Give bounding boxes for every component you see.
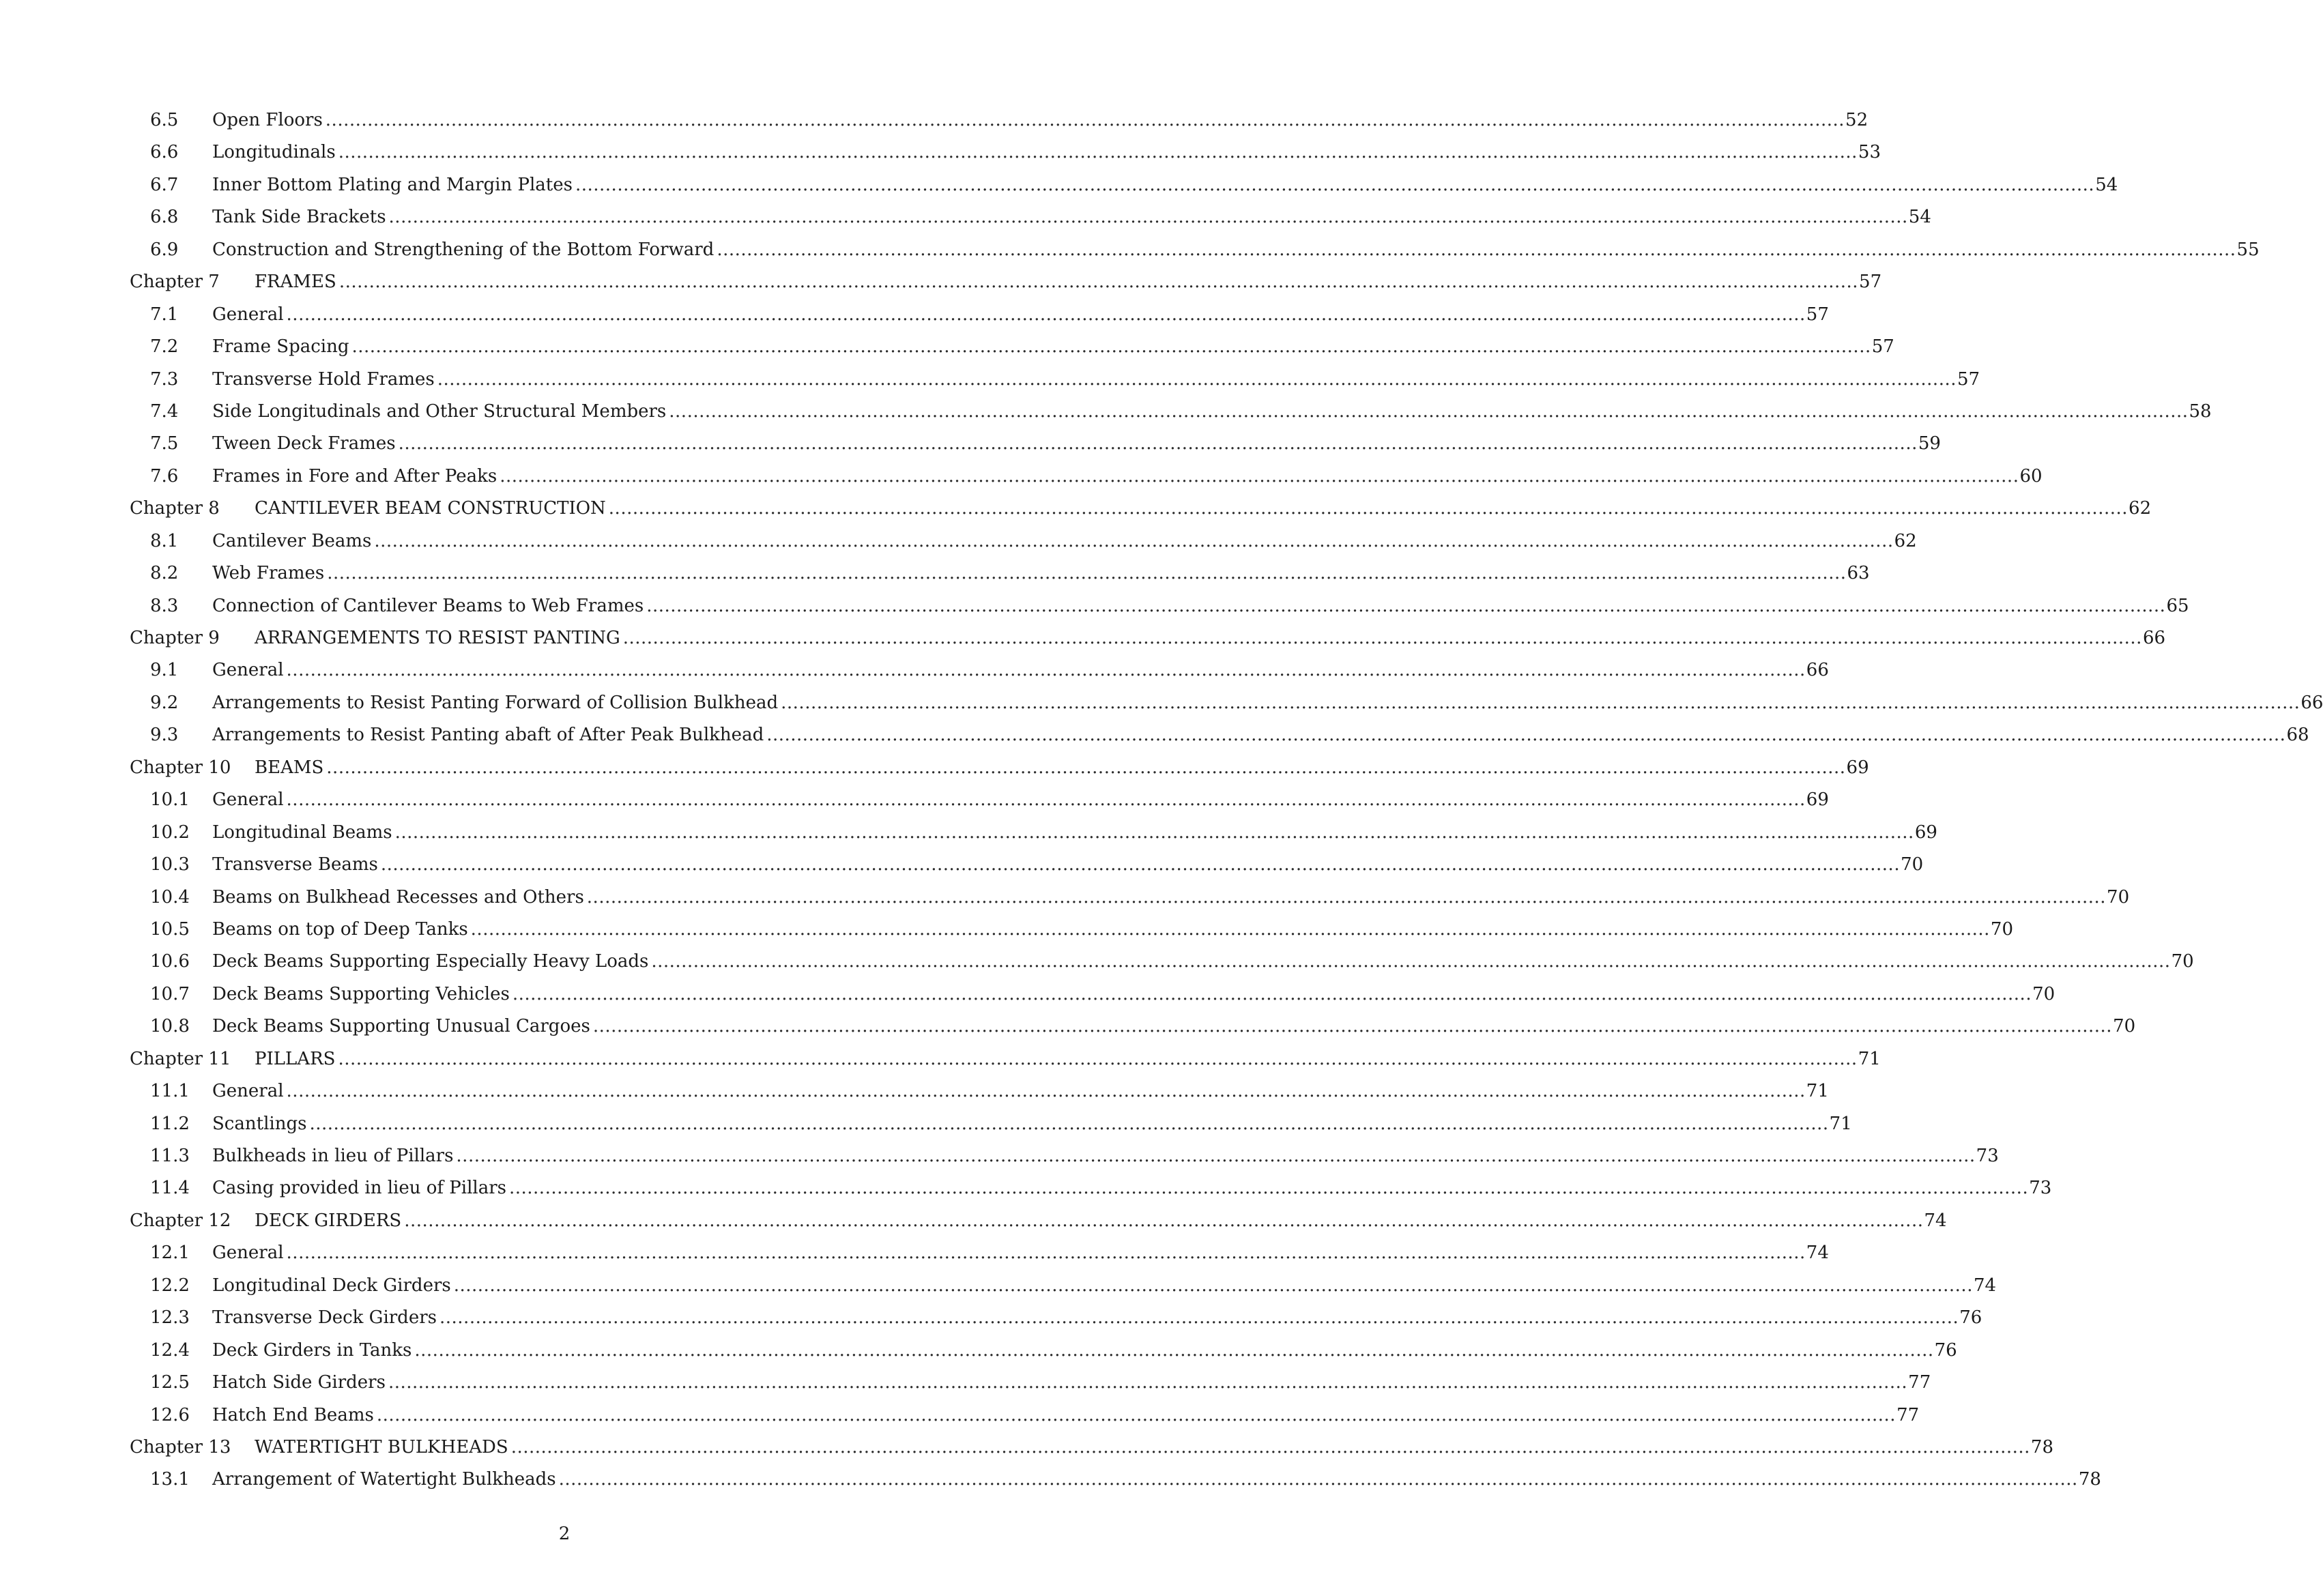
toc-dot-leader [327, 557, 1846, 590]
toc-section-entry[interactable] [0, 299, 1829, 331]
toc-dot-leader [500, 461, 2019, 493]
toc-entry-page: 74 [1924, 1210, 1947, 1231]
toc-entry-number: 11.1 [150, 1081, 190, 1102]
toc-section-entry[interactable] [0, 946, 2194, 978]
toc-entry-leader-line [212, 1075, 1829, 1107]
toc-entry-title: ARRANGEMENTS TO RESIST PANTING [255, 628, 620, 648]
toc-section-entry[interactable] [0, 201, 1931, 233]
toc-entry-number: 12.3 [150, 1307, 190, 1329]
toc-dot-leader [399, 428, 1918, 460]
toc-entry-number: 8.3 [150, 595, 179, 616]
toc-entry-page: 60 [2019, 465, 2043, 487]
toc-entry-leader-line [212, 428, 1941, 460]
toc-dot-leader [377, 1399, 1896, 1432]
toc-entry-leader-line [212, 1302, 1982, 1334]
toc-entry-number: 8.2 [150, 563, 179, 584]
toc-entry-title: Side Longitudinals and Other Structural Members [212, 401, 667, 422]
toc-dot-leader [287, 1237, 1806, 1269]
toc-entry-title: Arrangement of Watertight Bulkheads [212, 1469, 556, 1490]
toc-chapter-entry[interactable] [0, 266, 1882, 298]
toc-entry-page: 63 [1847, 563, 1870, 584]
toc-dot-leader [456, 1140, 1975, 1172]
toc-entry-title: FRAMES [255, 272, 336, 293]
toc-entry-leader-line [212, 1011, 2136, 1043]
toc-entry-leader-line [212, 364, 1980, 396]
toc-entry-title: Deck Beams Supporting Vehicles [212, 983, 510, 1004]
toc-dot-leader [338, 136, 1858, 169]
toc-section-entry[interactable] [0, 104, 1868, 136]
toc-entry-title: Frames in Fore and After Peaks [212, 465, 497, 487]
toc-entry-page: 66 [2300, 692, 2323, 713]
toc-entry-number: 6.5 [150, 110, 179, 130]
toc-entry-page: 74 [1806, 1243, 1829, 1264]
toc-entry-title: Deck Beams Supporting Especially Heavy Loads [212, 951, 649, 972]
toc-section-entry[interactable] [0, 1075, 1829, 1107]
toc-entry-title: Construction and Strengthening of the Bottom Forward [212, 239, 715, 260]
toc-entry-number: Chapter 7 [130, 272, 220, 293]
toc-entry-leader-line [212, 849, 1924, 881]
toc-chapter-entry[interactable] [0, 1432, 2054, 1464]
toc-entry-leader-line [212, 331, 1894, 363]
toc-entry-title: Inner Bottom Plating and Margin Plates [212, 174, 573, 195]
toc-section-entry[interactable] [0, 1302, 1982, 1334]
toc-entry-number: 7.2 [150, 336, 179, 358]
toc-entry-leader-line [255, 1432, 2054, 1464]
toc-section-entry[interactable] [0, 428, 1941, 460]
toc-entry-number: Chapter 9 [130, 628, 220, 648]
toc-entry-page: 71 [1829, 1113, 1852, 1134]
toc-section-entry[interactable] [0, 396, 2212, 428]
toc-entry-number: Chapter 10 [130, 757, 231, 778]
toc-entry-number: 6.8 [150, 207, 179, 228]
toc-entry-number: 11.4 [150, 1178, 190, 1199]
toc-entry-page: 52 [1845, 110, 1868, 130]
toc-entry-number: 10.4 [150, 886, 190, 908]
toc-entry-page: 58 [2189, 401, 2212, 422]
toc-entry-number: 11.2 [150, 1113, 190, 1134]
toc-entry-page: 74 [1973, 1275, 1997, 1296]
toc-entry-number: 12.6 [150, 1404, 190, 1425]
toc-entry-page: 55 [2236, 239, 2260, 260]
toc-section-entry[interactable] [0, 1464, 2101, 1496]
toc-dot-leader [414, 1335, 1933, 1367]
toc-entry-title: Connection of Cantilever Beams to Web Frames [212, 595, 644, 616]
toc-section-entry[interactable] [0, 461, 2043, 493]
toc-dot-leader [454, 1270, 1973, 1302]
toc-dot-leader [609, 493, 2128, 525]
toc-entry-title: General [212, 304, 284, 325]
toc-entry-page: 57 [1806, 304, 1829, 325]
toc-section-entry[interactable] [0, 1011, 2136, 1043]
toc-entry-title: Longitudinal Beams [212, 822, 392, 843]
toc-entry-number: Chapter 8 [130, 498, 220, 519]
toc-chapter-entry[interactable] [0, 493, 2152, 525]
toc-entry-number: 12.2 [150, 1275, 190, 1296]
toc-entry-page: 77 [1908, 1372, 1931, 1393]
toc-dot-leader [593, 1011, 2112, 1043]
toc-entry-number: 12.1 [150, 1243, 190, 1264]
toc-section-entry[interactable] [0, 719, 2309, 751]
toc-chapter-entry[interactable] [0, 752, 1869, 784]
toc-dot-leader [717, 234, 2236, 266]
toc-section-entry[interactable] [0, 364, 1980, 396]
toc-section-entry[interactable] [0, 557, 1870, 590]
toc-section-entry[interactable] [0, 687, 2323, 719]
toc-entry-page: 71 [1858, 1048, 1881, 1069]
toc-entry-title: Arrangements to Resist Panting Forward of Collision Bulkhead [212, 692, 779, 713]
toc-entry-title: General [212, 1243, 284, 1264]
toc-dot-leader [781, 687, 2300, 719]
toc-entry-page: 54 [2095, 174, 2118, 195]
toc-entry-leader-line [212, 104, 1868, 136]
toc-dot-leader [439, 1302, 1959, 1334]
toc-entry-number: 12.5 [150, 1372, 190, 1393]
toc-section-entry[interactable] [0, 849, 1924, 881]
toc-entry-title: Beams on Bulkhead Recesses and Others [212, 886, 584, 908]
toc-chapter-entry[interactable] [0, 1043, 1881, 1075]
toc-entry-number: Chapter 13 [130, 1436, 231, 1457]
toc-dot-leader [511, 1432, 2030, 1464]
toc-entry-title: Casing provided in lieu of Pillars [212, 1178, 506, 1199]
toc-dot-leader [326, 104, 1845, 136]
toc-entry-leader-line [212, 461, 2043, 493]
toc-entry-page: 57 [1957, 368, 1980, 390]
toc-chapter-entry[interactable] [0, 622, 2166, 654]
toc-entry-number: 9.2 [150, 692, 179, 713]
toc-section-entry[interactable] [0, 1335, 1957, 1367]
toc-entry-number: Chapter 12 [130, 1210, 231, 1231]
toc-entry-title: BEAMS [255, 757, 324, 778]
toc-section-entry[interactable] [0, 1367, 1931, 1399]
toc-entry-page: 53 [1858, 142, 1881, 163]
toc-entry-number: 10.5 [150, 918, 190, 940]
toc-entry-title: Longitudinal Deck Girders [212, 1275, 451, 1296]
toc-entry-page: 70 [2032, 983, 2055, 1004]
toc-entry-page: 69 [1914, 822, 1937, 843]
toc-section-entry[interactable] [0, 169, 2118, 201]
toc-entry-title: Hatch Side Girders [212, 1372, 386, 1393]
toc-dot-leader [559, 1464, 2078, 1496]
toc-section-entry[interactable] [0, 331, 1894, 363]
toc-dot-leader [509, 1172, 2028, 1204]
toc-entry-leader-line [212, 299, 1829, 331]
toc-entry-title: Hatch End Beams [212, 1404, 374, 1425]
toc-dot-leader [623, 622, 2142, 654]
toc-entry-number: 11.3 [150, 1146, 190, 1166]
toc-dot-leader [287, 299, 1806, 331]
toc-entry-leader-line [212, 946, 2194, 978]
toc-entry-title: Longitudinals [212, 142, 336, 163]
toc-entry-page: 70 [2107, 886, 2130, 908]
toc-dot-leader [309, 1108, 1828, 1140]
toc-entry-title: Bulkheads in lieu of Pillars [212, 1146, 454, 1166]
toc-entry-page: 66 [1806, 660, 1829, 681]
toc-dot-leader [389, 201, 1908, 233]
toc-dot-leader [338, 1043, 1857, 1075]
toc-entry-leader-line [212, 396, 2212, 428]
toc-entry-page: 73 [1976, 1146, 1999, 1166]
toc-entry-title: Deck Girders in Tanks [212, 1339, 412, 1361]
toc-entry-page: 76 [1959, 1307, 1982, 1329]
toc-entry-number: 6.6 [150, 142, 179, 163]
toc-dot-leader [287, 654, 1806, 686]
toc-entry-leader-line [212, 1399, 1920, 1432]
toc-entry-leader-line [212, 1237, 1829, 1269]
toc-entry-page: 69 [1806, 789, 1829, 811]
toc-entry-number: 6.9 [150, 239, 179, 260]
toc-entry-page: 65 [2166, 595, 2189, 616]
toc-entry-title: Tween Deck Frames [212, 433, 396, 454]
toc-entry-leader-line [212, 1367, 1931, 1399]
toc-entry-page: 62 [2129, 498, 2152, 519]
toc-section-entry[interactable] [0, 1399, 1920, 1432]
toc-entry-number: 10.8 [150, 1016, 190, 1037]
toc-entry-title: Cantilever Beams [212, 530, 372, 551]
toc-entry-title: CANTILEVER BEAM CONSTRUCTION [255, 498, 606, 519]
toc-entry-page: 73 [2029, 1178, 2052, 1199]
toc-section-entry[interactable] [0, 914, 2013, 946]
toc-dot-leader [388, 1367, 1907, 1399]
toc-entry-title: General [212, 789, 284, 811]
toc-dot-leader [437, 364, 1957, 396]
toc-entry-leader-line [212, 525, 1917, 557]
toc-entry-leader-line [212, 654, 1829, 686]
toc-entry-leader-line [255, 1043, 1881, 1075]
toc-entry-page: 69 [1846, 757, 1869, 778]
toc-dot-leader [513, 978, 2032, 1011]
toc-dot-leader [395, 817, 1914, 849]
toc-section-entry[interactable] [0, 1270, 1997, 1302]
toc-dot-leader [651, 946, 2170, 978]
toc-entry-number: 10.7 [150, 983, 190, 1004]
toc-dot-leader [766, 719, 2285, 751]
toc-entry-leader-line [212, 1335, 1957, 1367]
toc-entry-page: 66 [2142, 628, 2166, 648]
toc-entry-title: Deck Beams Supporting Unusual Cargoes [212, 1016, 590, 1037]
toc-entry-title: Beams on top of Deep Tanks [212, 918, 468, 940]
toc-entry-title: WATERTIGHT BULKHEADS [255, 1436, 508, 1457]
toc-section-entry[interactable] [0, 978, 2055, 1011]
toc-entry-title: DECK GIRDERS [255, 1210, 402, 1231]
toc-entry-title: Tank Side Brackets [212, 207, 386, 228]
toc-entry-number: 7.3 [150, 368, 179, 390]
toc-section-entry[interactable] [0, 1108, 1852, 1140]
toc-entry-leader-line [212, 234, 2260, 266]
toc-entry-page: 70 [2113, 1016, 2136, 1037]
toc-entry-title: Transverse Hold Frames [212, 368, 435, 390]
toc-entry-leader-line [212, 169, 2118, 201]
toc-dot-leader [646, 590, 2165, 622]
toc-entry-title: General [212, 660, 284, 681]
toc-entry-number: 7.4 [150, 401, 179, 422]
toc-entry-title: Transverse Deck Girders [212, 1307, 437, 1329]
toc-entry-leader-line [212, 882, 2130, 914]
toc-entry-page: 70 [1990, 918, 2013, 940]
toc-section-entry[interactable] [0, 784, 1829, 816]
toc-entry-leader-line [212, 557, 1870, 590]
toc-section-entry[interactable] [0, 590, 2189, 622]
toc-section-entry[interactable] [0, 136, 1881, 169]
toc-entry-leader-line [212, 1464, 2101, 1496]
toc-dot-leader [326, 752, 1845, 784]
toc-entry-number: 10.1 [150, 789, 190, 811]
toc-entry-title: Arrangements to Resist Panting abaft of After Peak Bulkhead [212, 725, 764, 746]
toc-section-entry[interactable] [0, 1140, 1999, 1172]
toc-entry-page: 57 [1871, 336, 1894, 358]
toc-entry-title: Frame Spacing [212, 336, 349, 358]
toc-entry-leader-line [212, 914, 2013, 946]
toc-dot-leader [587, 882, 2106, 914]
toc-entry-title: General [212, 1081, 284, 1102]
toc-entry-leader-line [255, 1205, 1947, 1237]
toc-section-entry[interactable] [0, 882, 2130, 914]
toc-entry-leader-line [212, 719, 2309, 751]
toc-section-entry[interactable] [0, 817, 1937, 849]
toc-entry-page: 68 [2286, 725, 2309, 746]
toc-dot-leader [287, 1075, 1806, 1107]
table-of-contents [0, 104, 2323, 1496]
toc-entry-leader-line [212, 817, 1937, 849]
toc-entry-number: 13.1 [150, 1469, 190, 1490]
toc-entry-leader-line [255, 622, 2166, 654]
toc-entry-page: 59 [1918, 433, 1941, 454]
toc-entry-number: Chapter 11 [130, 1048, 231, 1069]
toc-entry-leader-line [212, 1140, 1999, 1172]
toc-entry-leader-line [212, 1270, 1997, 1302]
toc-entry-page: 62 [1894, 530, 1917, 551]
toc-entry-leader-line [212, 978, 2055, 1011]
toc-entry-leader-line [212, 1172, 2052, 1204]
toc-dot-leader [339, 266, 1858, 298]
toc-entry-number: 6.7 [150, 174, 179, 195]
page-number: 2 [558, 1524, 571, 1544]
toc-dot-leader [374, 525, 1893, 557]
toc-entry-page: 57 [1859, 272, 1882, 293]
toc-entry-number: 7.5 [150, 433, 179, 454]
toc-section-entry[interactable] [0, 654, 1829, 686]
toc-dot-leader [575, 169, 2094, 201]
toc-entry-page: 70 [1901, 854, 1924, 875]
toc-entry-number: 10.3 [150, 854, 190, 875]
toc-entry-leader-line [255, 752, 1869, 784]
toc-entry-page: 76 [1934, 1339, 1957, 1361]
toc-entry-leader-line [212, 136, 1881, 169]
toc-dot-leader [287, 784, 1806, 816]
toc-dot-leader [669, 396, 2188, 428]
toc-entry-leader-line [255, 493, 2152, 525]
toc-dot-leader [352, 331, 1871, 363]
toc-section-entry[interactable] [0, 1237, 1829, 1269]
toc-entry-number: 12.4 [150, 1339, 190, 1361]
toc-entry-number: 7.6 [150, 465, 179, 487]
toc-entry-leader-line [212, 784, 1829, 816]
toc-entry-page: 78 [2078, 1469, 2101, 1490]
toc-entry-number: 8.1 [150, 530, 179, 551]
toc-entry-page: 70 [2171, 951, 2194, 972]
toc-entry-leader-line [212, 687, 2323, 719]
toc-entry-title: Web Frames [212, 563, 325, 584]
toc-entry-page: 77 [1896, 1404, 1920, 1425]
toc-entry-leader-line [255, 266, 1882, 298]
toc-entry-title: Transverse Beams [212, 854, 378, 875]
toc-entry-leader-line [212, 201, 1931, 233]
toc-dot-leader [404, 1205, 1923, 1237]
toc-entry-number: 7.1 [150, 304, 179, 325]
toc-section-entry[interactable] [0, 525, 1917, 557]
toc-dot-leader [381, 849, 1900, 881]
toc-dot-leader [471, 914, 1990, 946]
toc-entry-page: 54 [1908, 207, 1931, 228]
toc-entry-title: Open Floors [212, 110, 323, 130]
toc-entry-leader-line [212, 590, 2189, 622]
toc-entry-page: 71 [1806, 1081, 1829, 1102]
toc-section-entry[interactable] [0, 1172, 2052, 1204]
toc-chapter-entry[interactable] [0, 1205, 1947, 1237]
toc-entry-title: PILLARS [255, 1048, 336, 1069]
toc-entry-number: 9.1 [150, 660, 179, 681]
toc-entry-page: 78 [2030, 1436, 2054, 1457]
toc-entry-title: Scantlings [212, 1113, 307, 1134]
toc-entry-number: 9.3 [150, 725, 179, 746]
toc-entry-leader-line [212, 1108, 1852, 1140]
toc-entry-number: 10.6 [150, 951, 190, 972]
toc-entry-number: 10.2 [150, 822, 190, 843]
toc-section-entry[interactable] [0, 234, 2260, 266]
